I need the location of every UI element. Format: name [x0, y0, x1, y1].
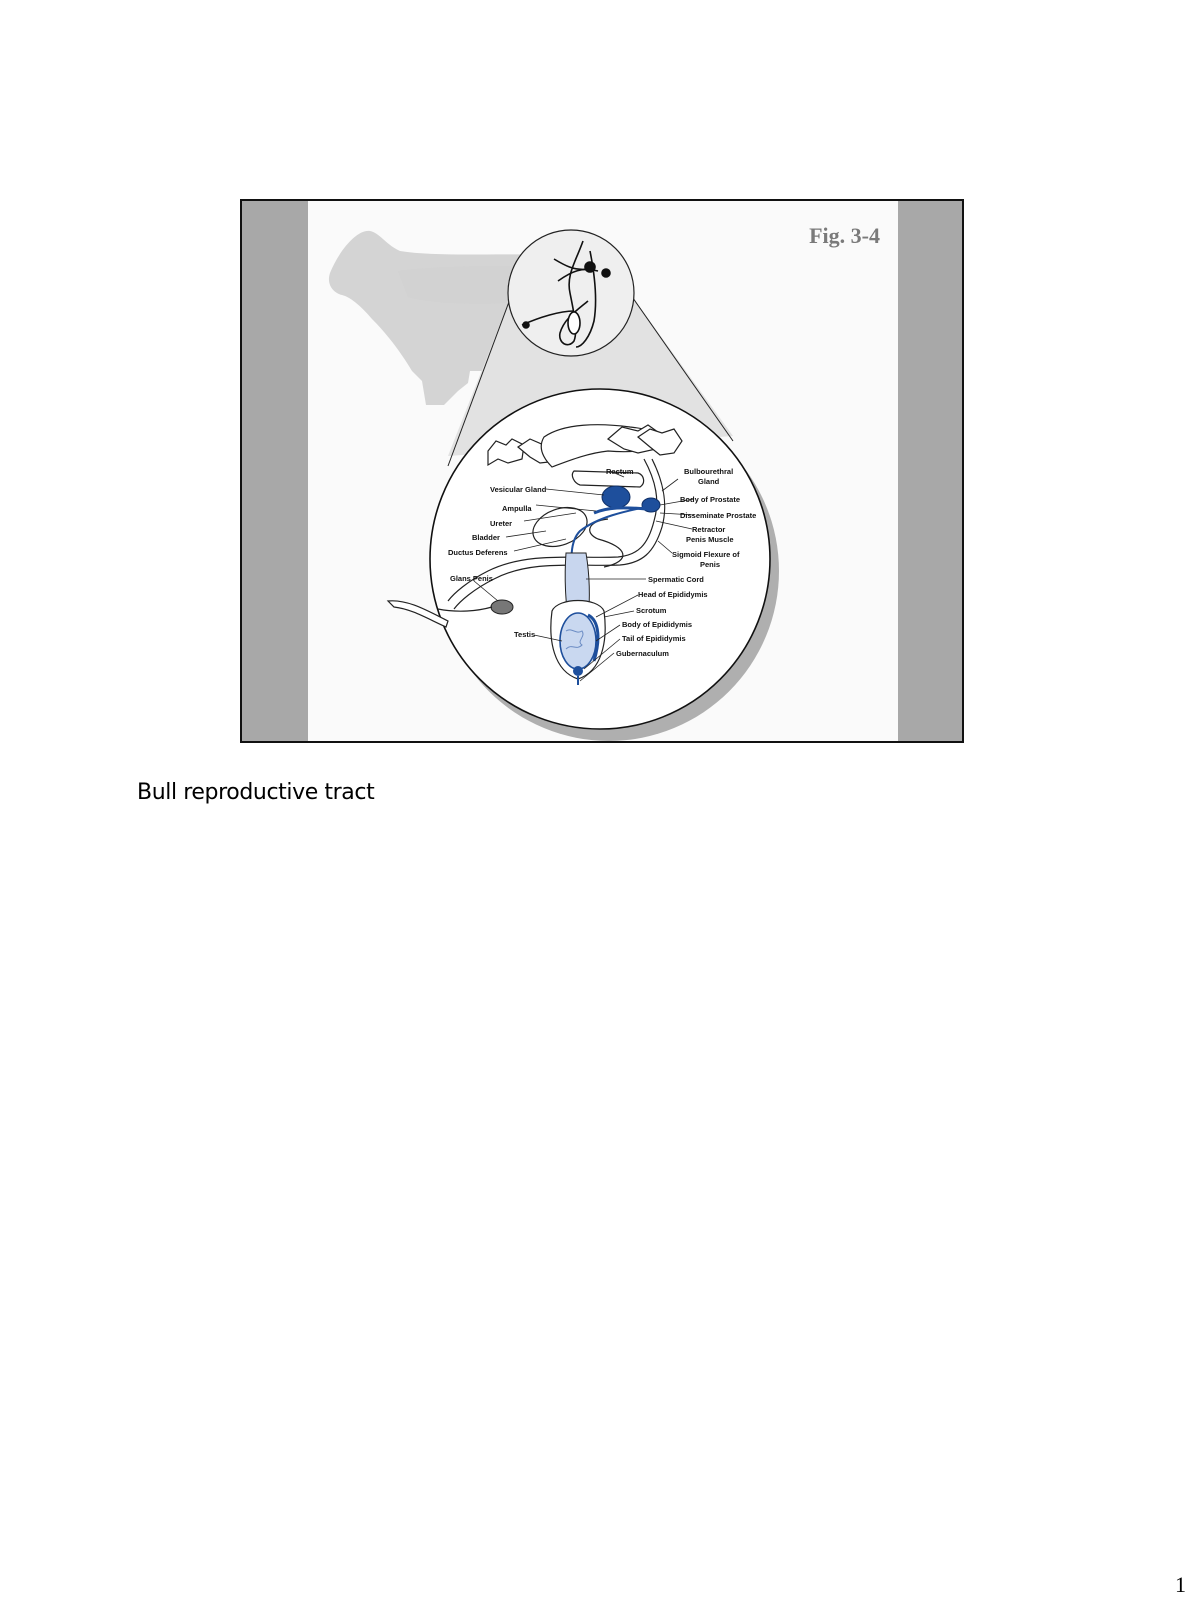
label-vesicular-gland: Vesicular Gland [490, 485, 547, 494]
label-ampulla: Ampulla [502, 504, 532, 513]
label-bulbourethral-gland: Bulbourethral [684, 467, 734, 476]
label-glans-penis: Glans Penis [450, 574, 493, 583]
label-ductus-deferens: Ductus Deferens [448, 548, 508, 557]
small-inset-circle [508, 230, 634, 356]
figure-number: Fig. 3-4 [809, 223, 880, 248]
label-head-of-epididymis: Head of Epididymis [638, 590, 708, 599]
page-number: 1 [1175, 1572, 1186, 1597]
label-rectum: Rectum [606, 467, 634, 476]
testis [560, 613, 596, 669]
glans-penis [491, 600, 513, 614]
slide-content [308, 201, 898, 741]
slide-caption: Bull reproductive tract [137, 780, 375, 805]
bull-reproductive-tract-figure [308, 201, 898, 741]
label-retractor-penis-muscle-line2: Penis Muscle [686, 535, 734, 544]
label-bladder: Bladder [472, 533, 500, 542]
label-sigmoid-flexure-line2: Penis [700, 560, 721, 569]
label-gubernaculum: Gubernaculum [616, 649, 669, 658]
label-body-of-prostate: Body of Prostate [680, 495, 741, 504]
label-spermatic-cord: Spermatic Cord [648, 575, 704, 584]
label-disseminate-prostate: Disseminate Prostate [680, 511, 757, 520]
slide-frame [240, 199, 964, 743]
label-ureter: Ureter [490, 519, 513, 528]
label-sigmoid-flexure: Sigmoid Flexure of [672, 550, 740, 559]
label-body-of-epididymis: Body of Epididymis [622, 620, 693, 629]
label-bulbourethral-gland-line2: Gland [698, 477, 720, 486]
vesicular-gland [602, 486, 630, 508]
label-testis: Testis [514, 630, 536, 639]
label-tail-of-epididymis: Tail of Epididymis [622, 634, 686, 643]
label-retractor-penis-muscle: Retractor [692, 525, 726, 534]
tail-of-epididymis [573, 666, 583, 676]
label-scrotum: Scrotum [636, 606, 667, 615]
